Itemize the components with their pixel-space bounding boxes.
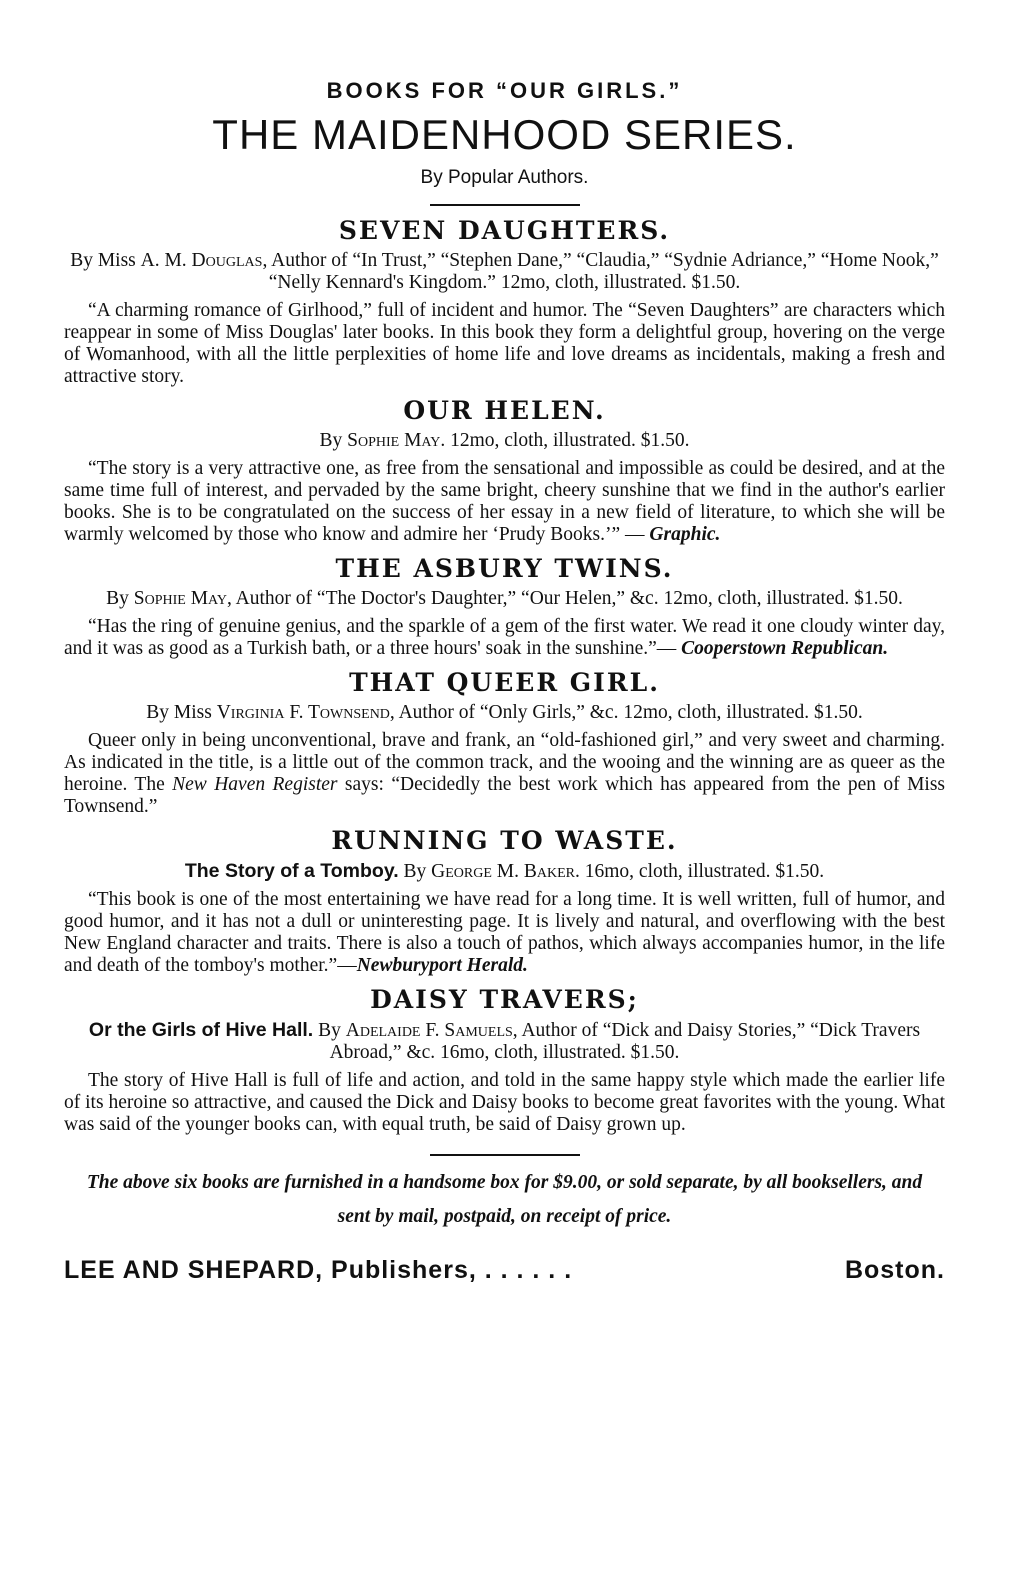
- book-review: [64, 889, 945, 977]
- publisher-name: LEE AND SHEPARD, Publishers, . . . . . .: [64, 1256, 573, 1284]
- author-name: George M. Baker: [431, 861, 575, 882]
- book-review: [64, 730, 945, 818]
- book-entry-daisy-travers: [64, 985, 945, 1136]
- book-title: RUNNING TO WASTE.: [331, 826, 678, 855]
- book-review: [64, 1070, 945, 1136]
- details-rest: . 12mo, cloth, illustrated. $1.50.: [440, 430, 690, 451]
- book-review: [64, 458, 945, 546]
- book-details: [64, 1019, 945, 1064]
- review-text: “This book is one of the most entertaining we have read for a long time. It is well written, full of humor, and good humor, and it has not a dull or uninteresting page. It is lively and natural, and overflowing with the best New England character and traits. There is also a touch of pathos, which always accompanies humor, in the life and death of the tomboy's mother.”—: [64, 889, 945, 976]
- book-review: [64, 300, 945, 388]
- details-lead: By Miss: [70, 250, 141, 271]
- book-details: [64, 430, 945, 452]
- details-lead: By: [313, 1020, 346, 1041]
- review-text: Queer only in being unconventional, brave and frank, an “old-fashioned girl,” and very sweet and charming. As indicated in the title, is a little out of the common track, and the wooing and the winning are as queer as the heroine. The: [64, 730, 945, 795]
- author-name: Virginia F. Townsend: [216, 702, 390, 723]
- closing-note: The above six books are furnished in a handsome box for $9.00, or sold separate, by all booksellers, and sent by mail, postpaid, on receipt of price.: [86, 1172, 923, 1227]
- author-name: Adelaide F. Samuels: [345, 1020, 513, 1041]
- series-byline: By Popular Authors.: [420, 167, 589, 188]
- publisher-city: Boston.: [844, 1256, 945, 1284]
- book-title: THAT QUEER GIRL.: [349, 668, 660, 697]
- book-title: SEVEN DAUGHTERS.: [338, 216, 671, 245]
- publisher-line: [64, 1256, 945, 1285]
- author-name: A. M. Douglas: [140, 250, 263, 271]
- book-title: DAISY TRAVERS;: [370, 985, 639, 1014]
- details-rest: , Author of “In Trust,” “Stephen Dane,” “Claudia,” “Sydnie Adriance,” “Home Nook,” “Nelly Kennard's Kingdom.” 12mo, cloth, illustrated. $1.50.: [262, 250, 939, 293]
- review-text: The story of Hive Hall is full of life and action, and told in the same happy style which made the earlier life of its heroine so attractive, and caused the Dick and Daisy books to become great favorites with the young. What was said of the younger books can, with equal truth, be said of Daisy grown up.: [64, 1070, 945, 1135]
- book-subtitle: The Story of a Tomboy.: [184, 860, 399, 882]
- review-publication: New Haven Register: [172, 774, 338, 795]
- book-entry-seven-daughters: [64, 216, 945, 388]
- details-lead: By: [319, 430, 348, 451]
- book-details: [64, 860, 945, 883]
- book-title: OUR HELEN.: [403, 396, 606, 425]
- book-subtitle: Or the Girls of Hive Hall.: [88, 1019, 314, 1041]
- details-lead: By: [398, 861, 432, 882]
- details-rest: , Author of “Only Girls,” &c. 12mo, cloth, illustrated. $1.50.: [389, 702, 863, 723]
- details-lead: By Miss: [146, 702, 217, 723]
- book-details: [64, 588, 945, 610]
- divider-rule: [430, 204, 580, 206]
- book-entry-our-helen: [64, 396, 945, 546]
- book-review: [64, 616, 945, 660]
- divider-rule: [430, 1154, 580, 1156]
- author-name: Sophie May: [347, 430, 441, 451]
- book-details: [64, 702, 945, 724]
- review-source: Graphic.: [649, 524, 721, 545]
- details-rest: , Author of “Dick and Daisy Stories,” “Dick Travers Abroad,” &c. 16mo, cloth, illustrated. $1.50.: [329, 1020, 921, 1063]
- review-text: “Has the ring of genuine genius, and the sparkle of a gem of the first water. We read it one cloudy winter day, and it was as good as a Turkish bath, or a three hours' soak in the sunshine.”—: [64, 616, 945, 659]
- book-entry-that-queer-girl: [64, 668, 945, 818]
- review-text: “The story is a very attractive one, as free from the sensational and impossible as could be desired, and at the same time full of interest, and pervaded by the same bright, cheery sunshine that we find in the author's earlier books. She is to be congratulated on the success of her essay in a new field of literature, to which she will be warmly welcomed by those who know and admire her ‘Prudy Books.’” —: [64, 458, 945, 545]
- kicker-heading: BOOKS FOR “OUR GIRLS.”: [326, 78, 683, 103]
- author-name: Sophie May: [133, 588, 227, 609]
- book-entry-asbury-twins: [64, 554, 945, 660]
- details-lead: By: [106, 588, 134, 609]
- book-details: [64, 250, 945, 294]
- book-entry-running-to-waste: [64, 826, 945, 977]
- details-rest: . 16mo, cloth, illustrated. $1.50.: [575, 861, 825, 882]
- review-source: Cooperstown Republican.: [681, 638, 889, 659]
- series-title: THE MAIDENHOOD SERIES.: [212, 111, 797, 158]
- review-source: Newburyport Herald.: [356, 955, 528, 976]
- details-rest: , Author of “The Doctor's Daughter,” “Our Helen,” &c. 12mo, cloth, illustrated. $1.50.: [227, 588, 903, 609]
- review-text-end: says: “Decidedly the best work which has appeared from the pen of Miss Townsend.”: [64, 774, 946, 817]
- review-text: “A charming romance of Girlhood,” full of incident and humor. The “Seven Daughters” are characters which reappear in some of Miss Douglas' later books. In this book they form a delightful group, hovering on the verge of Womanhood, with all the little perplexities of home life and love dreams as incidentals, making a fresh and attractive story.: [64, 300, 945, 387]
- book-title: THE ASBURY TWINS.: [335, 554, 674, 583]
